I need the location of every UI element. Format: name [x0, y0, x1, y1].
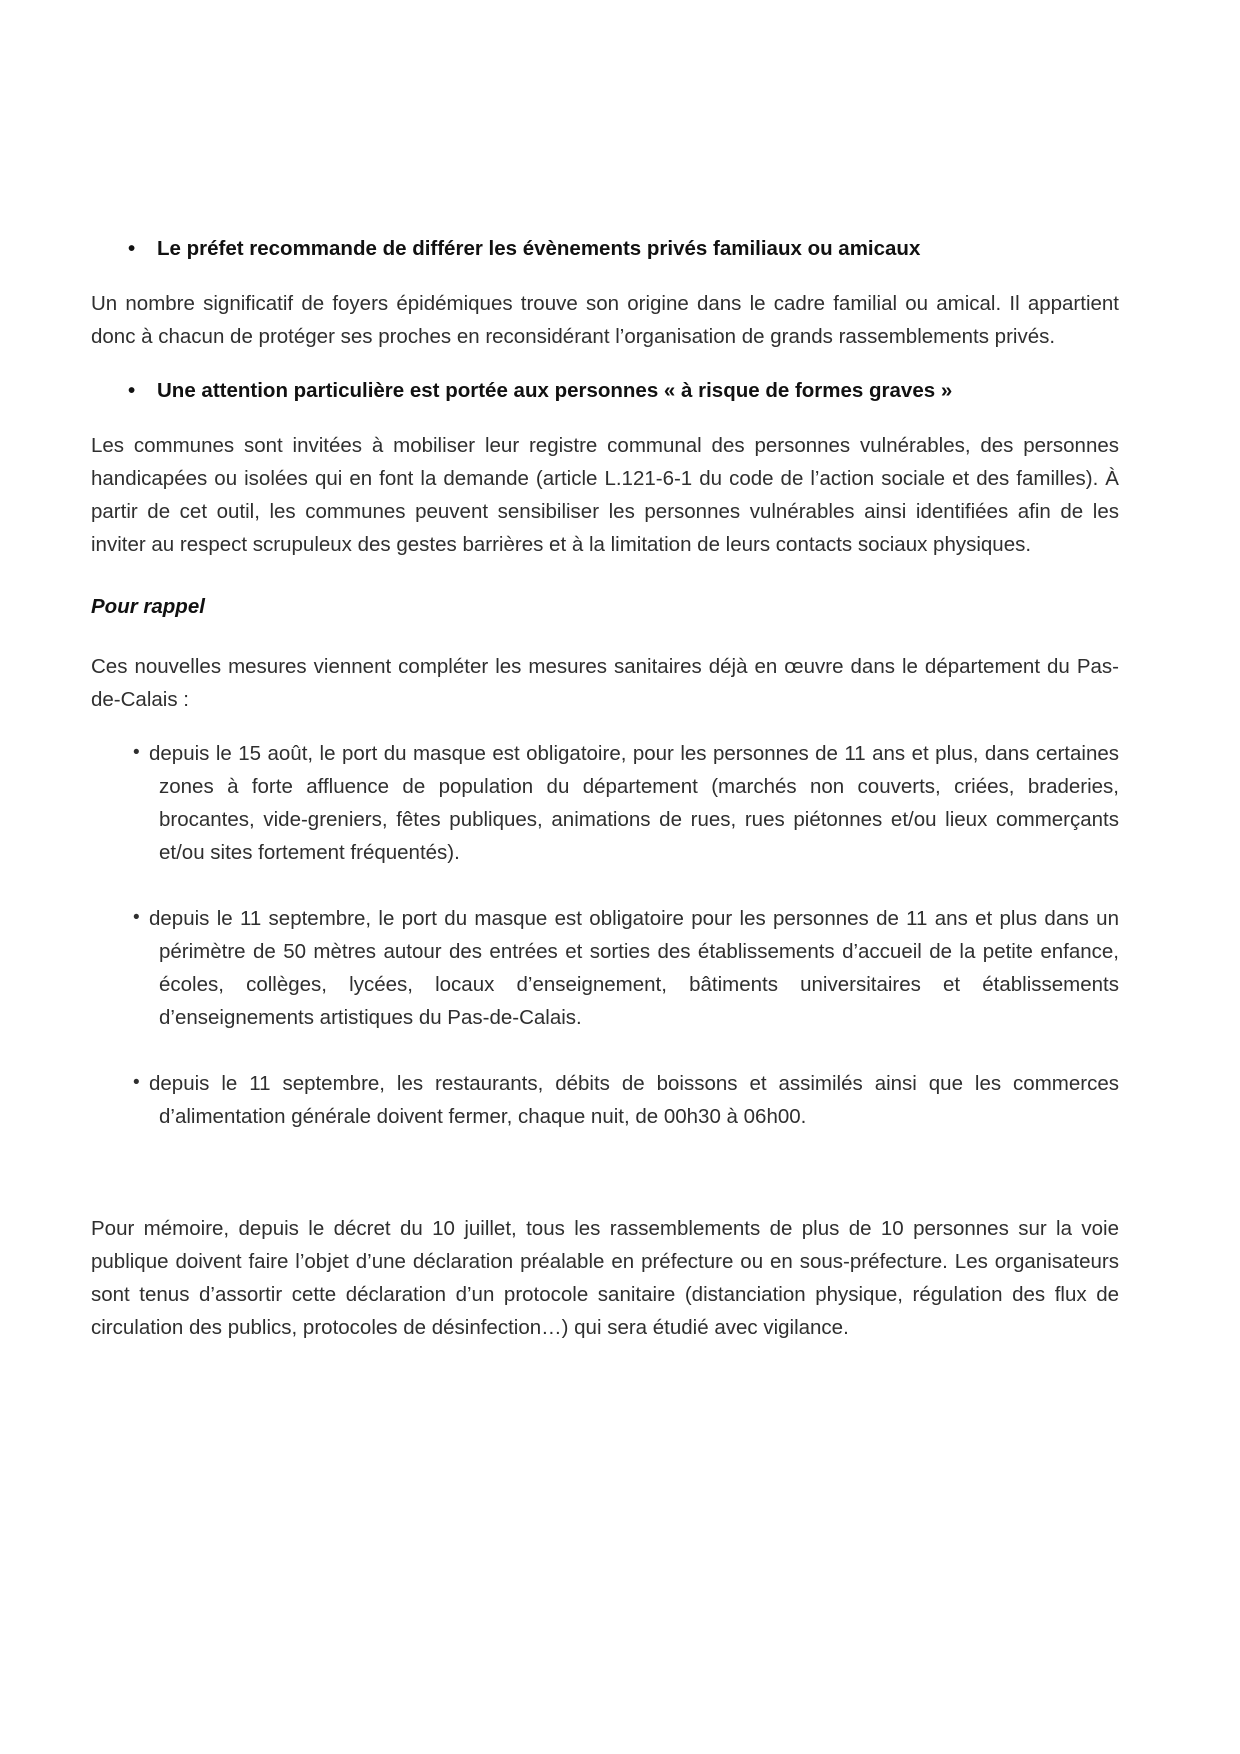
paragraph-nouvelles-mesures: Ces nouvelles mesures viennent compléter les mesures sanitaires déjà en œuvre dans le département du Pas-de-Calais :	[91, 655, 1119, 711]
list-item-text: depuis le 15 août, le port du masque est obligatoire, pour les personnes de 11 ans et plus, dans certaines zones à forte affluence de population du département (marchés non couverts, criées, braderies, brocantes, vide-greniers, fêtes publiques, animations de rues, rues piétonnes et/ou lieux commerçants et/ou sites fortement fréquentés).	[149, 742, 1119, 864]
paragraph-decret-10-juillet: Pour mémoire, depuis le décret du 10 juillet, tous les rassemblements de plus de 10 personnes sur la voie publique doivent faire l’objet d’une déclaration préalable en préfecture ou en sous-préfecture. Les organisateurs sont tenus d’assortir cette déclaration d’un protocole sanitaire (distanciation physique, régulation des flux de circulation des publics, protocoles de désinfection…) qui sera étudié avec vigilance.	[91, 1217, 1119, 1339]
list-item-text: depuis le 11 septembre, le port du masque est obligatoire pour les personnes de 11 ans et plus dans un périmètre de 50 mètres autour des entrées et sorties des établissements d’accueil de la petite enfance, écoles, collèges, lycées, locaux d’enseignement, bâtiments universitaires et établissements d’enseignements artistiques du Pas-de-Calais.	[149, 907, 1119, 1029]
list-item-restaurants-fermeture	[91, 1067, 1119, 1133]
bullet-icon: •	[128, 237, 136, 260]
subheading-pour-rappel: Pour rappel	[91, 595, 205, 618]
bullet-icon: •	[133, 907, 140, 928]
document-content	[91, 232, 1119, 1365]
vertical-spacer	[91, 1166, 1119, 1212]
list-item-masque-15-aout	[91, 737, 1119, 869]
bullet-heading-attention-particuliere	[91, 374, 1119, 407]
list-item-text: depuis le 11 septembre, les restaurants, débits de boissons et assimilés ainsi que les commerces d’alimentation générale doivent fermer, chaque nuit, de 00h30 à 06h00.	[149, 1072, 1119, 1128]
bullet-heading-prefet-recommande	[91, 232, 1119, 265]
bullet-heading-text: Le préfet recommande de différer les évènements privés familiaux ou amicaux	[157, 237, 921, 260]
bullet-heading-text: Une attention particulière est portée aux personnes « à risque de formes graves »	[157, 379, 953, 402]
list-item-masque-11-septembre	[91, 902, 1119, 1034]
bullet-icon: •	[128, 379, 136, 402]
paragraph-registre-communal: Les communes sont invitées à mobiliser leur registre communal des personnes vulnérables, des personnes handicapées ou isolées qui en font la demande (article L.121-6-1 du code de l’action sociale et des familles). À partir de cet outil, les communes peuvent sensibiliser les personnes vulnérables ainsi identifiées afin de les inviter au respect scrupuleux des gestes barrières et à la limitation de leurs contacts sociaux physiques.	[91, 434, 1119, 556]
bullet-icon: •	[133, 1072, 140, 1093]
paragraph-foyers-epidemiques: Un nombre significatif de foyers épidémiques trouve son origine dans le cadre familial ou amical. Il appartient donc à chacun de protéger ses proches en reconsidérant l’organisation de grands rassemblements privés.	[91, 292, 1119, 348]
bullet-icon: •	[133, 742, 140, 763]
